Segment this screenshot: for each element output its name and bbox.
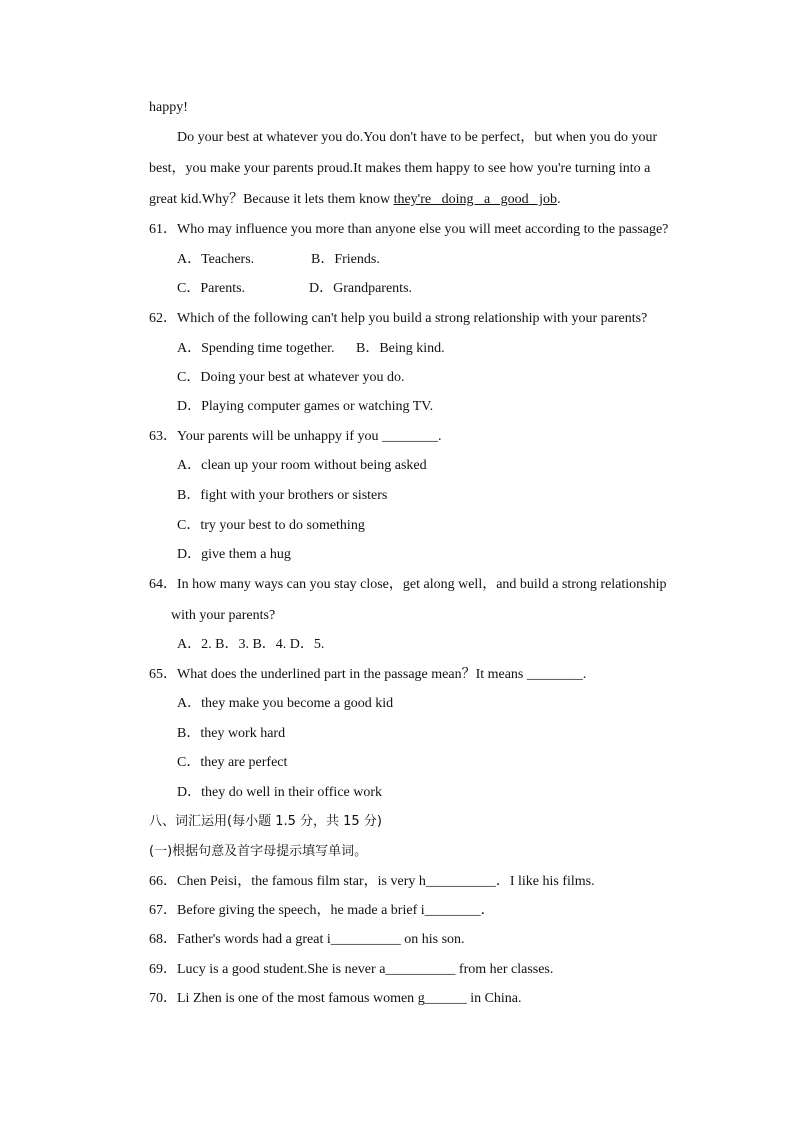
question-stem: 61．Who may influence you more than anyone else you will meet according to the passage? [149, 222, 669, 237]
question-stem: 64．In how many ways can you stay close，get along well，and build a strong relationship [149, 577, 667, 592]
underlined-phrase: they're doing a good job [393, 192, 558, 207]
option-b: B．Friends. [311, 252, 380, 267]
passage-line: best，you make your parents proud.It makes them happy to see how you're turning into a [149, 161, 651, 176]
fill-item [149, 990, 522, 1008]
passage-text: great kid.Why？Because it lets them know [149, 192, 394, 207]
passage-line: happy! [149, 100, 188, 115]
option-c: C．try your best to do something [177, 518, 365, 533]
option-c: C．Doing your best at whatever you do. [177, 370, 405, 385]
fill-item [149, 873, 595, 891]
option-a: A．Spending time together. [177, 341, 335, 356]
options-row: A．2. B．3. B．4. D．5. [177, 637, 325, 652]
passage-line [149, 191, 561, 209]
option-b: B．fight with your brothers or sisters [177, 488, 388, 503]
section-subtitle: (一)根据句意及首字母提示填写单词。 [149, 844, 368, 859]
fill-text: 66．Chen Peisi，the famous film star，is very [149, 874, 419, 889]
option-a: A．clean up your room without being asked [177, 458, 427, 473]
option-d: D．Playing computer games or watching TV. [177, 399, 434, 414]
option-d: D．they do well in their office work [177, 785, 383, 800]
option-b: B．Being kind. [356, 341, 445, 356]
passage-text: . [557, 192, 561, 207]
option-d: D．give them a hug [177, 547, 291, 562]
fill-blank: g______ [417, 991, 467, 1006]
fill-text: ． [480, 903, 495, 918]
fill-text: ．I like his films. [495, 874, 595, 889]
fill-text: in China. [466, 991, 522, 1006]
question-stem: 62．Which of the following can't help you build a strong relationship with your parents? [149, 311, 648, 326]
fill-text: 70．Li Zhen is one of the most famous women [149, 991, 418, 1006]
option-b: B．they work hard [177, 726, 286, 741]
fill-item [149, 961, 553, 979]
fill-blank: h__________ [418, 874, 496, 889]
option-d: D．Grandparents. [309, 281, 413, 296]
fill-text: 69．Lucy is a good student.She is never [149, 962, 380, 977]
fill-item [149, 931, 465, 949]
question-stem-continued: with your parents? [171, 608, 276, 623]
option-a: A．they make you become a good kid [177, 696, 394, 711]
option-a: A．Teachers. [177, 252, 255, 267]
fill-text: from her classes. [455, 962, 554, 977]
section-title: 八、词汇运用(每小题 1.5 分，共 15 分) [149, 814, 382, 829]
option-c: C．they are perfect [177, 755, 288, 770]
fill-text: 67．Before giving the speech，he made a brief [149, 903, 421, 918]
option-c: C．Parents. [177, 281, 246, 296]
question-stem: 63．Your parents will be unhappy if you ________. [149, 429, 442, 444]
fill-item [149, 902, 495, 920]
question-stem: 65．What does the underlined part in the passage mean？It means ________. [149, 667, 587, 682]
fill-blank: i__________ [326, 932, 401, 947]
fill-blank: a__________ [379, 962, 456, 977]
fill-text: on his son. [400, 932, 465, 947]
fill-blank: i________ [420, 903, 481, 918]
fill-text: 68．Father's words had a great [149, 932, 327, 947]
passage-line: Do your best at whatever you do.You don't have to be perfect，but when you do your [177, 130, 658, 145]
